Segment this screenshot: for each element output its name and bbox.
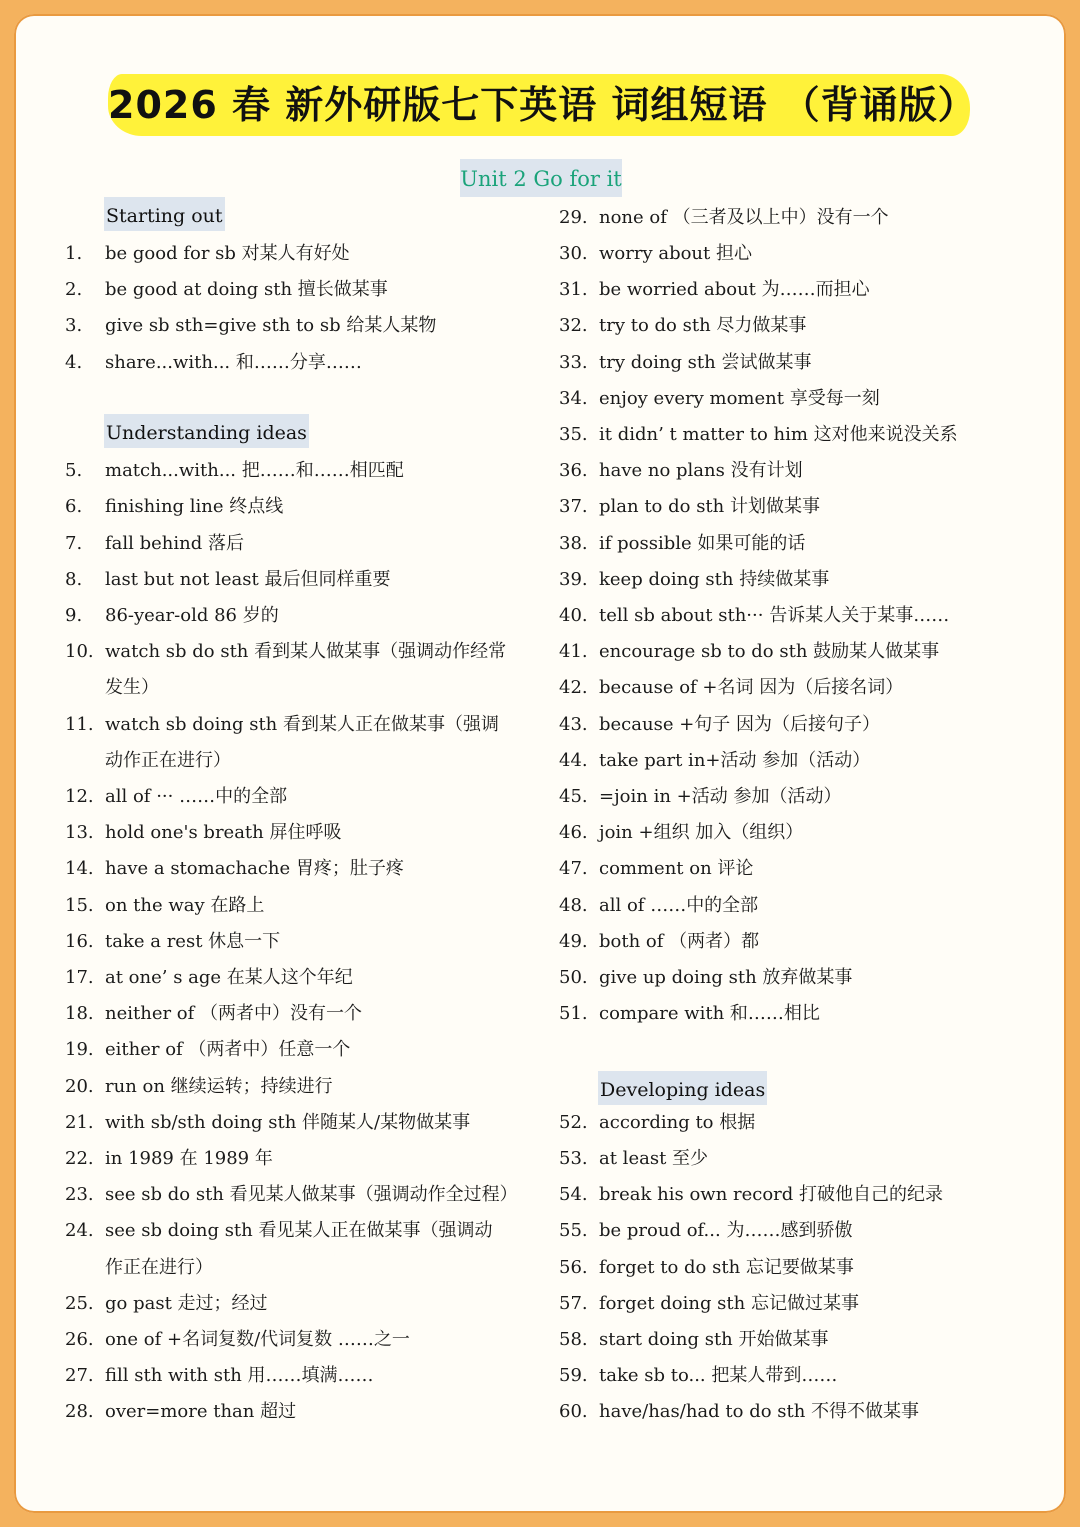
item-text: at least 至少 xyxy=(599,1148,709,1169)
item-number: 38. xyxy=(559,532,588,554)
item-number: 4. xyxy=(65,351,83,373)
section-heading: Starting out xyxy=(104,197,225,231)
item-number: 18. xyxy=(65,1003,94,1025)
item-number: 27. xyxy=(65,1365,94,1387)
item-number: 50. xyxy=(559,967,588,988)
item-number: 15. xyxy=(65,894,94,916)
item-number: 23. xyxy=(65,1184,94,1206)
item-text: have a stomachache 胃疼；肚子疼 xyxy=(105,858,404,880)
item-text-continued: 作正在进行） xyxy=(105,1256,213,1278)
item-text-continued: 动作正在进行） xyxy=(105,749,231,771)
item-number: 12. xyxy=(65,786,94,807)
item-number: 6. xyxy=(65,496,83,518)
item-number: 5. xyxy=(65,460,83,482)
item-number: 31. xyxy=(559,279,588,301)
item-text: if possible 如果可能的话 xyxy=(599,532,806,554)
item-text: see sb doing sth 看见某人正在做某事（强调动 xyxy=(105,1220,493,1242)
item-number: 56. xyxy=(559,1256,588,1278)
item-number: 2. xyxy=(65,279,83,301)
item-number: 32. xyxy=(559,315,588,337)
item-text: try to do sth 尽力做某事 xyxy=(599,315,807,337)
item-text: compare with 和……相比 xyxy=(599,1003,820,1025)
item-text: give sb sth=give sth to sb 给某人某物 xyxy=(105,315,437,337)
item-text: neither of （两者中）没有一个 xyxy=(105,1003,363,1025)
item-number: 21. xyxy=(65,1111,94,1133)
item-text: tell sb about sth··· 告诉某人关于某事…… xyxy=(599,605,950,626)
item-number: 35. xyxy=(559,424,588,445)
item-text: according to 根据 xyxy=(599,1111,756,1133)
item-text: take sb to... 把某人带到…… xyxy=(599,1365,838,1387)
item-text: be worried about 为……而担心 xyxy=(599,279,870,301)
item-number: 49. xyxy=(559,930,588,952)
item-number: 16. xyxy=(65,930,94,952)
item-number: 58. xyxy=(559,1329,588,1350)
item-text: because of +名词 因为（后接名词） xyxy=(599,677,904,699)
item-number: 57. xyxy=(559,1292,588,1314)
item-text: at one’ s age 在某人这个年纪 xyxy=(105,967,353,988)
item-text: see sb do sth 看见某人做某事（强调动作全过程） xyxy=(105,1184,518,1206)
item-text: take part in+活动 参加（活动） xyxy=(599,749,871,771)
item-text: fall behind 落后 xyxy=(105,532,244,554)
item-number: 29. xyxy=(559,206,588,228)
item-number: 10. xyxy=(65,641,94,663)
item-text: keep doing sth 持续做某事 xyxy=(599,568,830,590)
item-number: 22. xyxy=(65,1148,94,1169)
item-number: 47. xyxy=(559,858,588,880)
item-number: 46. xyxy=(559,822,588,844)
item-text: go past 走过；经过 xyxy=(105,1292,268,1314)
item-text: both of （两者）都 xyxy=(599,930,760,952)
item-text: have/has/had to do sth 不得不做某事 xyxy=(599,1401,920,1423)
item-text: on the way 在路上 xyxy=(105,894,265,916)
page-title: 2026 春 新外研版七下英语 词组短语 （背诵版） xyxy=(108,83,977,127)
item-text: either of （两者中）任意一个 xyxy=(105,1039,351,1061)
item-text: in 1989 在 1989 年 xyxy=(105,1148,273,1169)
item-number: 20. xyxy=(65,1075,94,1097)
item-number: 19. xyxy=(65,1039,94,1061)
item-text: have no plans 没有计划 xyxy=(599,460,803,482)
item-number: 14. xyxy=(65,858,94,880)
item-number: 52. xyxy=(559,1111,588,1133)
item-text: all of ……中的全部 xyxy=(599,894,759,916)
item-text: one of +名词复数/代词复数 ……之一 xyxy=(105,1329,410,1350)
item-number: 44. xyxy=(559,749,588,771)
item-text: try doing sth 尝试做某事 xyxy=(599,351,812,373)
item-text: =join in +活动 参加（活动） xyxy=(599,786,842,807)
item-number: 37. xyxy=(559,496,588,518)
item-text: over=more than 超过 xyxy=(105,1401,297,1423)
item-text-continued: 发生） xyxy=(105,677,159,699)
item-text: join +组织 加入（组织） xyxy=(599,822,804,844)
item-text: run on 继续运转；持续进行 xyxy=(105,1075,333,1097)
item-text: with sb/sth doing sth 伴随某人/某物做某事 xyxy=(105,1111,471,1133)
item-number: 59. xyxy=(559,1365,588,1387)
item-text: hold one's breath 屏住呼吸 xyxy=(105,822,342,844)
item-number: 24. xyxy=(65,1220,94,1242)
item-text: be good at doing sth 擅长做某事 xyxy=(105,279,388,301)
item-number: 54. xyxy=(559,1184,588,1206)
item-text: 86-year-old 86 岁的 xyxy=(105,605,279,626)
item-number: 9. xyxy=(65,605,83,626)
item-text: finishing line 终点线 xyxy=(105,496,284,518)
item-text: share...with... 和……分享…… xyxy=(105,351,362,373)
item-text: worry about 担心 xyxy=(599,243,752,264)
item-number: 43. xyxy=(559,713,588,735)
item-number: 45. xyxy=(559,786,588,807)
item-text: watch sb doing sth 看到某人正在做某事（强调 xyxy=(105,713,499,735)
item-number: 13. xyxy=(65,822,94,844)
item-text: none of （三者及以上中）没有一个 xyxy=(599,206,889,228)
item-number: 11. xyxy=(65,713,94,735)
item-number: 51. xyxy=(559,1003,588,1025)
item-number: 39. xyxy=(559,568,588,590)
item-number: 25. xyxy=(65,1292,94,1314)
item-text: encourage sb to do sth 鼓励某人做某事 xyxy=(599,641,940,663)
item-number: 3. xyxy=(65,315,83,337)
item-text: be good for sb 对某人有好处 xyxy=(105,243,350,264)
item-text: enjoy every moment 享受每一刻 xyxy=(599,387,880,409)
item-text: all of ··· ……中的全部 xyxy=(105,786,288,807)
item-number: 34. xyxy=(559,387,588,409)
item-number: 26. xyxy=(65,1329,94,1350)
item-number: 55. xyxy=(559,1220,588,1242)
item-text: start doing sth 开始做某事 xyxy=(599,1329,829,1350)
item-number: 28. xyxy=(65,1401,94,1423)
item-text: be proud of... 为……感到骄傲 xyxy=(599,1220,853,1242)
item-text: take a rest 休息一下 xyxy=(105,930,281,952)
item-number: 8. xyxy=(65,568,83,590)
item-text: it didn’ t matter to him 这对他来说没关系 xyxy=(599,424,958,445)
item-number: 40. xyxy=(559,605,588,626)
item-number: 7. xyxy=(65,532,83,554)
item-number: 17. xyxy=(65,967,94,988)
item-text: fill sth with sth 用……填满…… xyxy=(105,1365,374,1387)
item-text: because +句子 因为（后接句子） xyxy=(599,713,880,735)
item-number: 36. xyxy=(559,460,588,482)
section-heading: Developing ideas xyxy=(598,1071,767,1105)
item-number: 48. xyxy=(559,894,588,916)
item-text: watch sb do sth 看到某人做某事（强调动作经常 xyxy=(105,641,507,663)
item-number: 60. xyxy=(559,1401,588,1423)
item-text: forget doing sth 忘记做过某事 xyxy=(599,1292,859,1314)
item-text: plan to do sth 计划做某事 xyxy=(599,496,820,518)
unit-heading: Unit 2 Go for it xyxy=(460,159,622,197)
item-text: give up doing sth 放弃做某事 xyxy=(599,967,853,988)
item-number: 53. xyxy=(559,1148,588,1169)
item-text: match...with... 把……和……相匹配 xyxy=(105,460,404,482)
item-number: 42. xyxy=(559,677,588,699)
item-number: 41. xyxy=(559,641,588,663)
item-text: forget to do sth 忘记要做某事 xyxy=(599,1256,854,1278)
item-text: comment on 评论 xyxy=(599,858,754,880)
item-number: 1. xyxy=(65,243,83,264)
item-number: 33. xyxy=(559,351,588,373)
item-text: break his own record 打破他自己的纪录 xyxy=(599,1184,944,1206)
item-number: 30. xyxy=(559,243,588,264)
item-text: last but not least 最后但同样重要 xyxy=(105,568,391,590)
section-heading: Understanding ideas xyxy=(104,414,309,448)
